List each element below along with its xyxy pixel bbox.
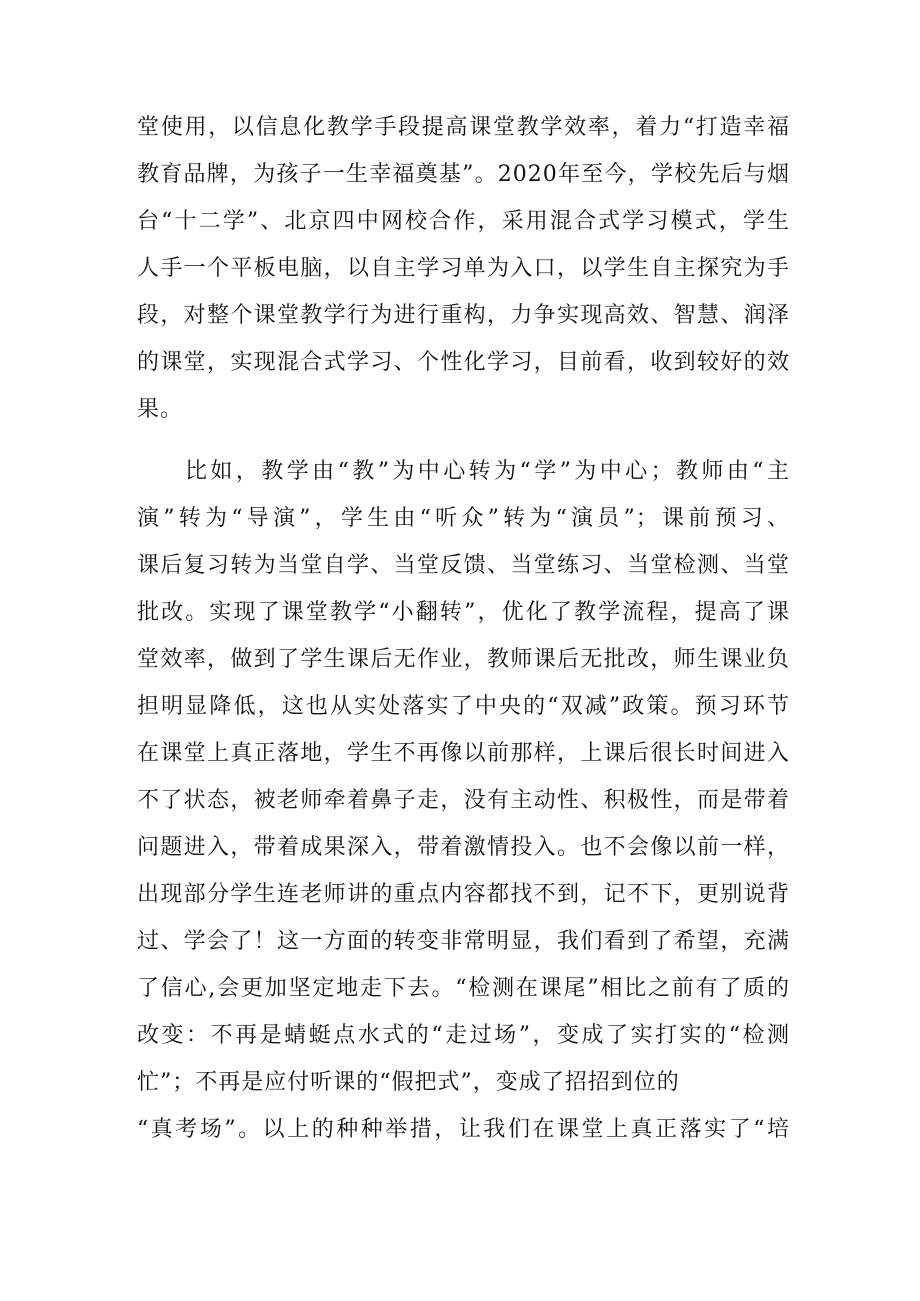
text-line-17: 出现部分学生连老师讲的重点内容都找不到，记不下，更别说背 (137, 882, 790, 907)
text-line-13: 担明显降低，这也从实处落实了中央的“双减”政策。预习环节 (137, 694, 790, 719)
text-line-22: “真考场”。以上的种种举措，让我们在课堂上真正落实了“培 (137, 1117, 790, 1142)
text-line-12: 堂效率，做到了学生课后无作业，教师课后无批改，师生课业负 (137, 647, 790, 672)
text-line-18: 过、学会了！这一方面的转变非常明显，我们看到了希望，充满 (137, 929, 790, 954)
text-line-19: 了信心,会更加坚定地走下去。“检测在课尾”相比之前有了质的 (137, 976, 790, 1001)
text-line-10: 课后复习转为当堂自学、当堂反馈、当堂练习、当堂检测、当堂 (137, 553, 790, 578)
text-line-2: 教育品牌，为孩子一生幸福奠基”。2020年至今，学校先后与烟 (137, 162, 790, 187)
text-line-6: 的课堂，实现混合式学习、个性化学习，目前看，收到较好的效 (137, 350, 790, 375)
text-line-20: 改变：不再是蜻蜓点水式的“走过场”，变成了实打实的“检测 (137, 1023, 790, 1048)
text-line-5: 段，对整个课堂教学行为进行重构，力争实现高效、智慧、润泽 (137, 303, 790, 328)
text-line-1: 堂使用，以信息化教学手段提高课堂教学效率，着力“打造幸福 (137, 115, 790, 140)
text-line-8: 比如，教学由“教”为中心转为“学”为中心；教师由“主 (185, 459, 790, 484)
text-line-3: 台“十二学”、北京四中网校合作，采用混合式学习模式，学生 (137, 209, 790, 234)
text-line-16: 问题进入，带着成果深入，带着激情投入。也不会像以前一样， (137, 835, 790, 860)
text-line-15: 不了状态，被老师牵着鼻子走，没有主动性、积极性，而是带着 (137, 788, 790, 813)
text-line-7: 果。 (137, 397, 184, 422)
text-line-9: 演”转为“导演”，学生由“听众”转为“演员”；课前预习、 (137, 506, 790, 531)
text-line-11: 批改。实现了课堂教学“小翻转”，优化了教学流程，提高了课 (137, 600, 790, 625)
text-line-4: 人手一个平板电脑，以自主学习单为入口，以学生自主探究为手 (137, 256, 790, 281)
text-line-21: 忙”；不再是应付听课的“假把式”，变成了招招到位的 (137, 1070, 680, 1095)
text-line-14: 在课堂上真正落地，学生不再像以前那样，上课后很长时间进入 (137, 741, 790, 766)
